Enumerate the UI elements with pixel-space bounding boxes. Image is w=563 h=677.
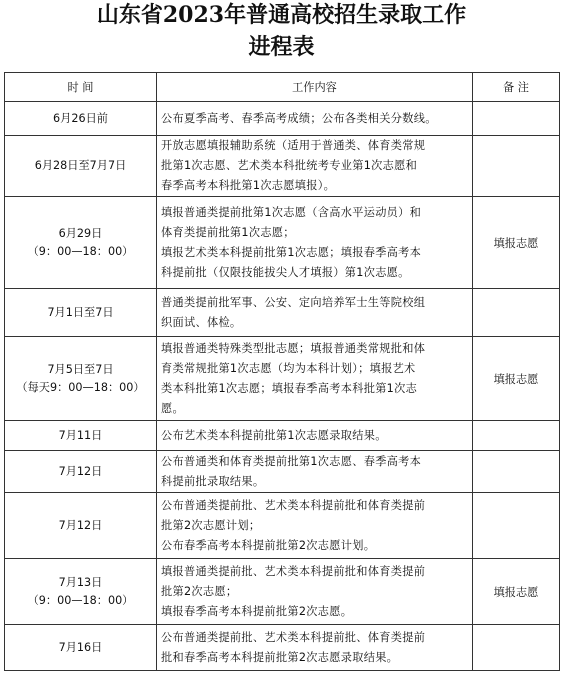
row-content	[157, 197, 473, 289]
row-content	[157, 337, 473, 421]
row-time	[5, 625, 157, 671]
row-time	[5, 136, 157, 197]
table-row	[5, 625, 560, 671]
table-header-row	[5, 73, 560, 102]
row-time-line: 7月12日	[58, 464, 103, 478]
row-content-line: 体育类提前批第1次志愿；	[161, 225, 295, 239]
row-content-line: 填报普通类提前批、艺术类本科提前批和体育类提前	[161, 564, 426, 578]
row-content-line: 批第2次志愿；	[161, 584, 238, 598]
row-content	[157, 136, 473, 197]
page-title: 山东省2023年普通高校招生录取工作	[96, 2, 467, 28]
row-content-line: 公布普通类和体育类提前批第1次志愿、春季高考本	[161, 454, 422, 468]
row-content-line: 批第1次志愿、艺术类本科批统考专业第1次志愿和	[161, 159, 418, 172]
row-content-line: 春季高考本科批第1次志愿填报）。	[161, 179, 336, 192]
row-note: 填报志愿	[473, 337, 560, 421]
row-time-line: （每天9：00—18：00）	[16, 380, 145, 394]
row-content-line: 开放志愿填报辅助系统（适用于普通类、体育类常规	[161, 139, 426, 152]
row-content-line: 公布春季高考本科提前批第2次志愿计划。	[161, 538, 376, 552]
row-content	[157, 559, 473, 625]
header-note: 备 注	[473, 73, 560, 102]
row-content-line: 填报普通类提前批第1次志愿（含高水平运动员）和	[161, 205, 422, 219]
row-note	[473, 102, 560, 136]
table-row	[5, 289, 560, 337]
row-time-line: 7月1日至7日	[47, 305, 114, 319]
row-content-line: 批和春季高考本科提前批第2次志愿录取结果。	[161, 650, 399, 664]
row-content-line: 公布普通类提前批、艺术类本科提前批、体育类提前	[161, 630, 426, 644]
row-content	[157, 625, 473, 671]
table-row	[5, 451, 560, 493]
row-time-line: 7月16日	[58, 640, 103, 654]
row-content-line: 织面试、体检。	[161, 315, 242, 329]
row-content-line: 公布普通类提前批、艺术类本科提前批和体育类提前	[161, 498, 426, 512]
table-row	[5, 421, 560, 451]
row-time	[5, 102, 157, 136]
row-time	[5, 337, 157, 421]
row-note: 填报志愿	[473, 197, 560, 289]
row-content-line: 普通类提前批军事、公安、定向培养军士生等院校组	[161, 295, 426, 309]
table-row	[5, 136, 560, 197]
row-time	[5, 197, 157, 289]
row-time	[5, 559, 157, 625]
row-time-line: 7月11日	[58, 428, 103, 442]
row-time-line: 7月13日	[58, 575, 103, 589]
header-time: 时 间	[5, 73, 157, 102]
row-note	[473, 421, 560, 451]
row-content-line: 科提前批（仅限技能拔尖人才填报）第1次志愿。	[161, 265, 410, 279]
row-content-line: 育类常规批第1次志愿（均为本科计划）；填报艺术	[161, 361, 416, 375]
row-note: 填报志愿	[473, 559, 560, 625]
row-note	[473, 289, 560, 337]
row-time-line: （9：00—18：00）	[27, 244, 134, 258]
table-row	[5, 102, 560, 136]
row-content-line: 填报普通类特殊类型批志愿；填报普通类常规批和体	[161, 341, 426, 355]
row-content-line: 公布夏季高考、春季高考成绩；公布各类相关分数线。	[161, 111, 437, 125]
row-content-line: 填报艺术类本科提前批第1次志愿；填报春季高考本	[161, 245, 422, 259]
page-title-line2: 进程表	[248, 34, 315, 60]
row-content	[157, 421, 473, 451]
row-content-line: 公布艺术类本科提前批第1次志愿录取结果。	[161, 428, 387, 442]
row-note	[473, 136, 560, 197]
schedule-table	[4, 72, 560, 671]
row-time	[5, 493, 157, 559]
row-time-line: （9：00—18：00）	[27, 593, 134, 607]
row-content-line: 科提前批录取结果。	[161, 474, 265, 488]
row-content	[157, 289, 473, 337]
table-row	[5, 197, 560, 289]
row-content-line: 批第2次志愿计划；	[161, 518, 261, 532]
row-time-line: 7月12日	[58, 518, 103, 532]
row-content-line: 类本科批第1次志愿；填报春季高考本科批第1次志	[161, 381, 418, 395]
row-content-line: 填报春季高考本科提前批第2次志愿。	[161, 604, 353, 618]
row-content	[157, 451, 473, 493]
header-content: 工作内容	[157, 73, 473, 102]
row-content	[157, 102, 473, 136]
row-time	[5, 289, 157, 337]
table-row	[5, 337, 560, 421]
row-time	[5, 451, 157, 493]
row-time-line: 6月28日至7月7日	[34, 159, 127, 172]
row-content-line: 愿。	[161, 401, 184, 415]
row-time-line: 7月5日至7日	[47, 362, 114, 376]
row-time	[5, 421, 157, 451]
table-row	[5, 493, 560, 559]
row-note	[473, 625, 560, 671]
row-content	[157, 493, 473, 559]
row-note	[473, 451, 560, 493]
row-time-line: 6月29日	[58, 226, 103, 240]
row-time-line: 6月26日前	[53, 111, 108, 125]
table-row	[5, 559, 560, 625]
row-note	[473, 493, 560, 559]
